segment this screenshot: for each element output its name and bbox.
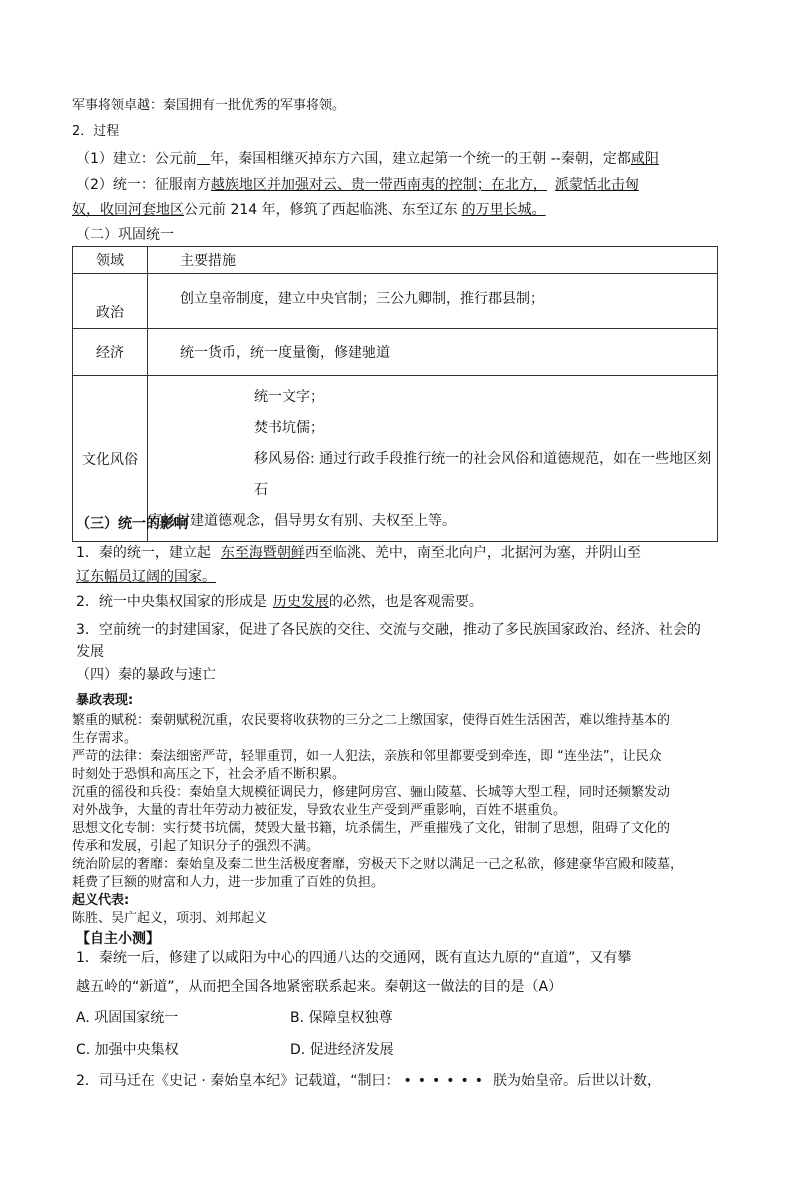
impact-p3-line2: 发展 xyxy=(76,644,104,660)
build-capital: 咸阳 xyxy=(630,151,659,167)
tyranny-subheading: 暴政表现: xyxy=(76,693,134,708)
build-prefix: （1）建立：公元前 xyxy=(76,151,197,167)
tyranny-line: 传承和发展，引起了知识分子的强烈不满。 xyxy=(72,839,320,854)
quiz-option-b[interactable]: B. 保障皇权独尊 xyxy=(290,1010,393,1026)
quiz-q1-line1: 1．秦统一后，修建了以咸阳为中心的四通八达的交通网，既有直达九原的“直道”，又有攀 xyxy=(76,950,632,966)
tyranny-line: 思想文化专制：实行焚书坑儒，焚毁大量书籍，坑杀儒生，严重摧残了文化，钳制了思想，阻碍了文化的 xyxy=(72,821,671,836)
quiz-q2-dots: •••••• xyxy=(403,1073,490,1089)
measure-line: 焚书坑儒； xyxy=(254,420,324,436)
table-row xyxy=(73,274,718,329)
process-unify-line-2 xyxy=(72,200,546,220)
measure-line: 宣扬封建道德观念，倡导男女有别、夫权至上等。 xyxy=(148,513,456,529)
impact-p2-c: 的必然，也是客观需要。 xyxy=(328,594,483,610)
unify-c: 派蒙恬北击匈 xyxy=(554,177,639,193)
unify-a: （2）统一：征服南方 xyxy=(76,177,211,193)
intro-line-2: 2．过程 xyxy=(72,124,120,139)
tyranny-line: 严苛的法律：秦法细密严苛，轻罪重罚，如一人犯法，亲族和邻里都要受到牵连，即 “连坐法”，让民众 xyxy=(72,749,662,764)
consolidate-heading: （二）巩固统一 xyxy=(76,227,174,243)
measure-line: 移风易俗: 通过行政手段推行统一的社会风俗和道德规范，如在一些地区刻石 xyxy=(254,451,712,498)
unify-b: 越族地区并加强对云、贵一带西南夷的控制；在北方， xyxy=(210,177,547,193)
table-header-field: 领域 xyxy=(73,247,148,274)
impact-p2 xyxy=(76,592,483,612)
impact-heading: （三）统一的影响 xyxy=(76,516,188,532)
table-cell-field: 文化风俗 xyxy=(73,376,148,542)
impact-p1-a: 1．秦的统一，建立起 xyxy=(76,545,211,561)
quiz-option-a[interactable]: A. 巩固国家统一 xyxy=(76,1010,179,1026)
build-mid: 年，秦国相继灭掉东方六国，建立起第一个统一的王朝 --秦朝，定都 xyxy=(210,151,631,167)
unify-e: 公元前 214 年，修筑了西起临洮、东至辽东 xyxy=(184,202,458,218)
impact-p1-b: 东至海暨朝鲜 xyxy=(220,545,305,561)
quiz-q2-a: 2．司马迁在《史记 · 秦始皇本纪》记载道，“制曰： xyxy=(76,1073,400,1089)
quiz-q1-line2: 越五岭的“新道”，从而把全国各地紧密联系起来。秦朝这一做法的目的是（A） xyxy=(76,979,563,995)
impact-p2-a: 2．统一中央集权国家的形成是 xyxy=(76,594,267,610)
process-unify-line-1 xyxy=(76,175,639,195)
tyranny-line: 耗费了巨额的财富和人力，进一步加重了百姓的负担。 xyxy=(72,875,385,890)
build-year-blank xyxy=(197,151,210,167)
table-row xyxy=(73,329,718,376)
quiz-q2-line1 xyxy=(76,1071,661,1091)
intro-line-1: 军事将领卓越：秦国拥有一批优秀的军事将领。 xyxy=(72,98,346,113)
uprising-label: 起义代表: xyxy=(72,893,130,908)
impact-p1-line2 xyxy=(76,567,216,587)
table-cell-field: 经济 xyxy=(73,329,148,376)
impact-p3-line1: 3．空前统一的封建国家，促进了各民族的交往、交流与交融，推动了多民族国家政治、经济、社会的 xyxy=(76,622,701,638)
process-build xyxy=(76,149,659,169)
impact-p1-c: 西至临洮、羌中，南至北向户，北据河为塞，并阴山至 xyxy=(304,545,641,561)
tyranny-line: 统治阶层的奢靡：秦始皇及秦二世生活极度奢靡，穷极天下之财以满足一己之私欲，修建豪华宫殿和陵墓， xyxy=(72,857,684,872)
measures-table xyxy=(72,246,718,542)
table-cell-measures xyxy=(148,376,718,542)
table-cell-measures: 创立皇帝制度，建立中央官制；三公九卿制，推行郡县制； xyxy=(148,274,718,329)
impact-p1-d: 辽东幅员辽阔的国家。 xyxy=(76,569,216,585)
quiz-q2-b: 朕为始皇帝。后世以计数， xyxy=(493,1073,662,1089)
table-cell-field: 政治 xyxy=(73,274,148,329)
tyranny-line: 对外战争，大量的青壮年劳动力被征发，导致农业生产受到严重影响，百姓不堪重负。 xyxy=(72,803,567,818)
tyranny-list xyxy=(72,712,683,928)
impact-p1-line1 xyxy=(76,543,641,563)
unify-f: 的万里长城。 xyxy=(461,202,546,218)
unify-d: 奴，收回河套地区 xyxy=(72,202,184,218)
tyranny-line: 时刻处于恐惧和高压之下，社会矛盾不断积累。 xyxy=(72,767,346,782)
table-cell-measures: 统一货币，统一度量衡，修建驰道 xyxy=(148,329,718,376)
quiz-option-d[interactable]: D. 促进经济发展 xyxy=(290,1042,394,1058)
table-header-row xyxy=(73,247,718,274)
tyranny-line: 生存需求。 xyxy=(72,731,138,746)
quiz-option-c[interactable]: C. 加强中央集权 xyxy=(76,1042,179,1058)
quiz-heading: 【自主小测】 xyxy=(76,931,160,947)
uprising-text: 陈胜、吴广起义，项羽、刘邦起义 xyxy=(72,911,268,926)
tyranny-line: 繁重的赋税：秦朝赋税沉重，农民要将收获物的三分之二上缴国家，使得百姓生活困苦，难以维持基本的 xyxy=(72,713,671,728)
impact-p2-b: 历史发展 xyxy=(272,594,329,610)
tyranny-line: 沉重的徭役和兵役：秦始皇大规模征调民力，修建阿房宫、骊山陵墓、长城等大型工程，同时还频繁发动 xyxy=(72,785,671,800)
table-header-measures: 主要措施 xyxy=(148,247,718,274)
tyranny-heading: （四）秦的暴政与速亡 xyxy=(76,667,216,683)
measure-line: 统一文字； xyxy=(254,389,324,405)
